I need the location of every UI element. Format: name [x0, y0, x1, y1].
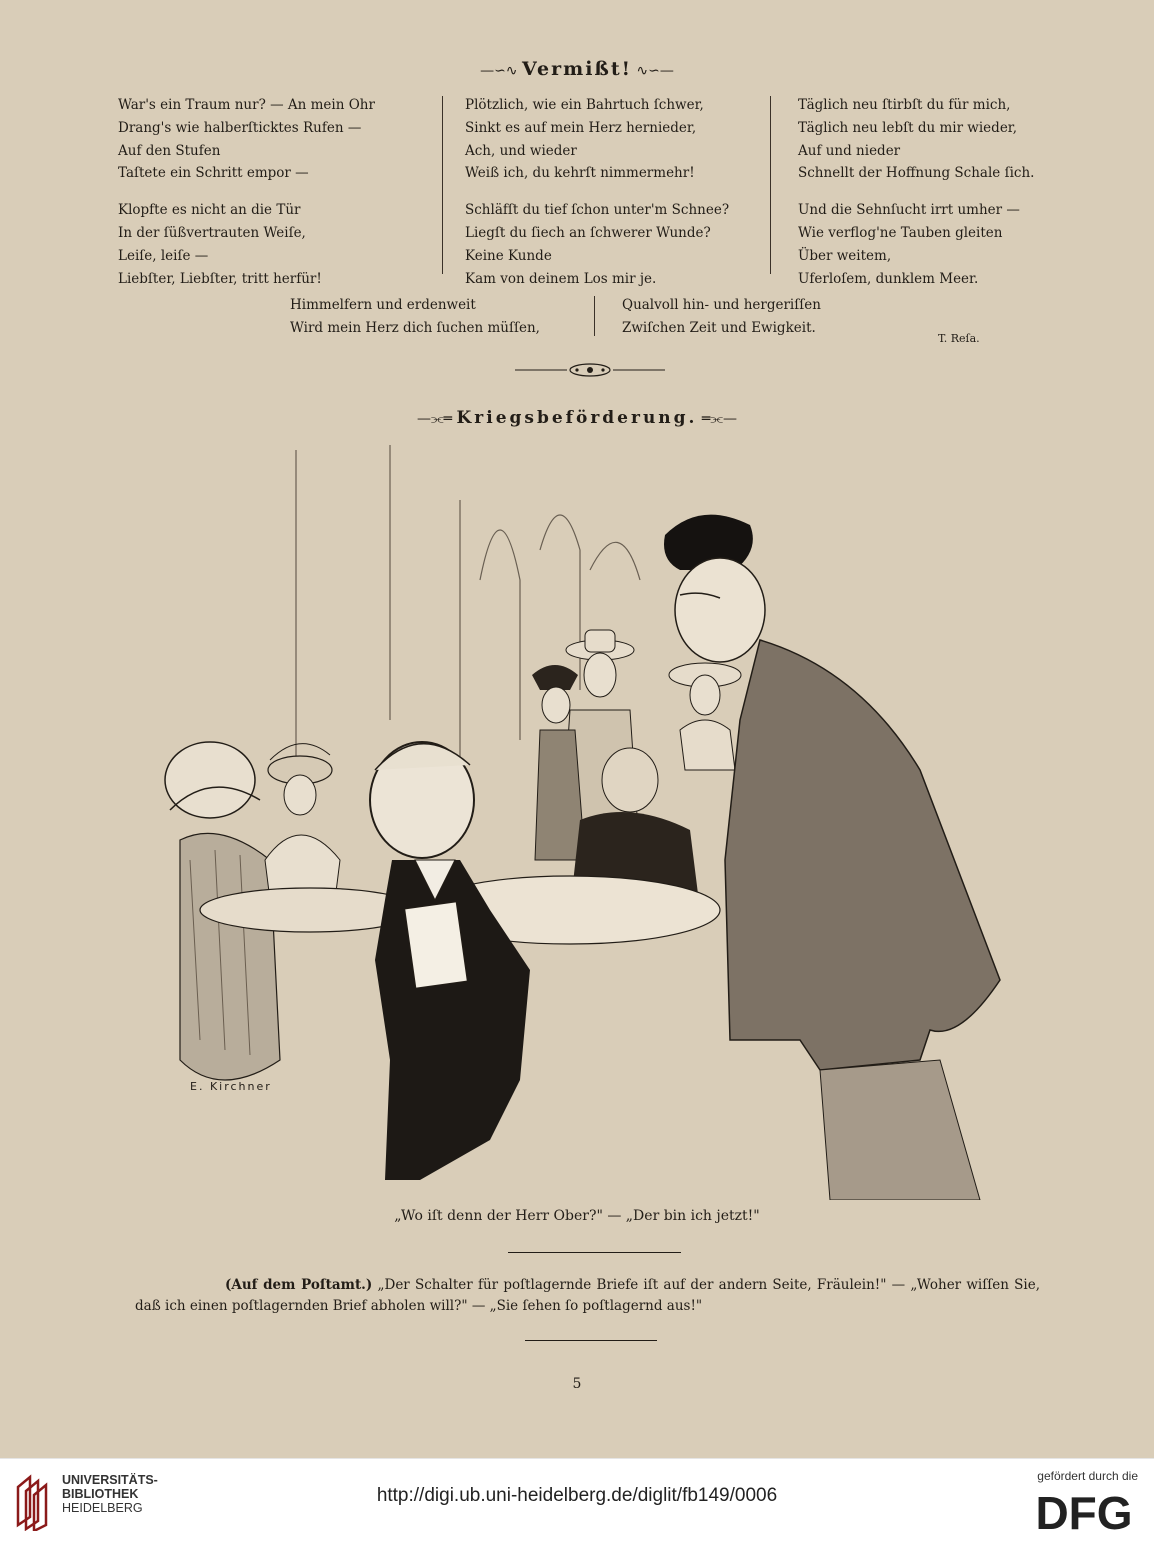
- column-rule: [770, 96, 771, 274]
- poem-line: Himmelfern und erdenweit: [290, 297, 476, 313]
- ornament-right: ═⫘—: [697, 411, 737, 427]
- poem-line: Leiſe, leiſe —: [118, 247, 209, 264]
- funding-note: gefördert durch die: [1037, 1469, 1138, 1483]
- poem-line: Plötzlich, wie ein Bahrtuch ſchwer,: [465, 97, 704, 113]
- library-name-line: BIBLIOTHEK: [62, 1487, 139, 1501]
- dfg-logo-text: DFG: [1035, 1487, 1133, 1535]
- poem-title-text: Vermißt!: [522, 58, 632, 80]
- cartoon-title-text: Kriegsbeförderung.: [456, 408, 698, 428]
- ornament-right: ∿∽—: [631, 63, 674, 79]
- poem-line: Taſtete ein Schritt empor —: [118, 165, 309, 182]
- page-number: 5: [572, 1376, 582, 1392]
- poem-final-right: [622, 294, 821, 340]
- poem-line: Liebſter, Liebſter, tritt herfür!: [118, 270, 322, 287]
- artist-signature: E. Kirchner: [190, 1080, 272, 1093]
- stanza: [798, 199, 1034, 290]
- column-rule: [442, 96, 443, 274]
- separator-line: [525, 1340, 657, 1341]
- poem-line: In der ſüßvertrauten Weiſe,: [118, 224, 306, 241]
- poem-line: Sinkt es auf mein Herz hernieder,: [465, 119, 697, 136]
- anecdote-text: „Der Schalter für poſtlagernde Briefe iſt auf der andern Seite, Fräulein!" — „Woher wiſſen Sie, daß ich einen poſtlagernden Brief abholen will?" — „Sie ſehen ſo poſtlagernd aus!": [135, 1277, 1040, 1314]
- library-name-line: HEIDELBERG: [62, 1501, 143, 1515]
- dfg-logo-icon: [1030, 1485, 1138, 1535]
- column-rule: [594, 296, 595, 336]
- poem-line: Klopfte es nicht an die Tür: [118, 202, 301, 219]
- separator-line: [508, 1252, 681, 1253]
- poem-column-2: [465, 94, 729, 304]
- anecdote-lead: (Auf dem Poſtamt.): [225, 1277, 373, 1293]
- cartoon-title: [0, 408, 1154, 428]
- tall-man-bowler: [664, 515, 1000, 1200]
- cartoon-illustration: [160, 440, 1030, 1200]
- viewer-footer: [0, 1458, 1154, 1545]
- poem-line: Liegſt du ſiech an ſchwerer Wunde?: [465, 224, 711, 241]
- poem-line: Und die Sehnſucht irrt umher —: [798, 202, 1020, 219]
- stanza: [465, 94, 729, 185]
- poem-line: Über weitem,: [798, 247, 892, 264]
- ornament-left: —⫘═: [417, 411, 457, 427]
- ornament-left: —∽∿: [480, 63, 522, 79]
- poem-line: Ach, und wieder: [465, 142, 577, 159]
- stanza: [118, 199, 375, 290]
- poem-line: Auf den Stufen: [118, 142, 221, 159]
- poem-line: Keine Kunde: [465, 247, 552, 264]
- walking-lady-right: [669, 663, 741, 770]
- anecdote-paragraph: [135, 1275, 1040, 1317]
- stanza: [798, 94, 1034, 185]
- poem-line: Schläfſt du tief ſchon unter'm Schnee?: [465, 202, 730, 219]
- poem-line: Schnellt der Hoffnung Schale ſich.: [798, 165, 1035, 182]
- poem-column-1: [118, 94, 375, 304]
- source-url-link[interactable]: http://digi.ub.uni-heidelberg.de/diglit/fb149/0006: [376, 1485, 778, 1506]
- poem-line: Qualvoll hin- und hergeriſſen: [622, 297, 821, 313]
- poem-line: Wie verflog'ne Tauben gleiten: [798, 224, 1003, 241]
- poem-line: Wird mein Herz dich ſuchen müſſen,: [290, 319, 540, 336]
- poem-line: Täglich neu lebſt du mir wieder,: [798, 119, 1018, 136]
- poem-final-left: [290, 294, 540, 340]
- poem-column-3: [798, 94, 1034, 304]
- cartoon-caption: „Wo iſt denn der Herr Ober?" — „Der bin ich jetzt!": [394, 1208, 760, 1224]
- boy-waiter: [370, 742, 530, 1180]
- poem-line: Auf und nieder: [798, 142, 901, 159]
- poem-line: Weiß ich, du kehrſt nimmermehr!: [465, 165, 695, 182]
- stanza: [118, 94, 375, 185]
- poem-signature: T. Reſa.: [938, 332, 980, 345]
- poem-title: [0, 58, 1154, 80]
- stanza: [465, 199, 729, 290]
- walking-lady-dark-hat: [532, 665, 585, 860]
- poem-line: Täglich neu ſtirbſt du für mich,: [798, 97, 1011, 113]
- seated-lady-feather-hat: [265, 744, 340, 900]
- poem-line: Kam von deinem Los mir je.: [465, 270, 657, 287]
- poem-line: Uferloſem, dunklem Meer.: [798, 270, 979, 287]
- poem-line: Drang's wie halberſticktes Rufen —: [118, 119, 362, 136]
- library-name-line: UNIVERSITÄTS-: [62, 1473, 158, 1487]
- poem-line: Zwiſchen Zeit und Ewigkeit.: [622, 319, 816, 336]
- ornamental-divider: [515, 362, 665, 378]
- poem-line: War's ein Traum nur? — An mein Ohr: [118, 97, 375, 113]
